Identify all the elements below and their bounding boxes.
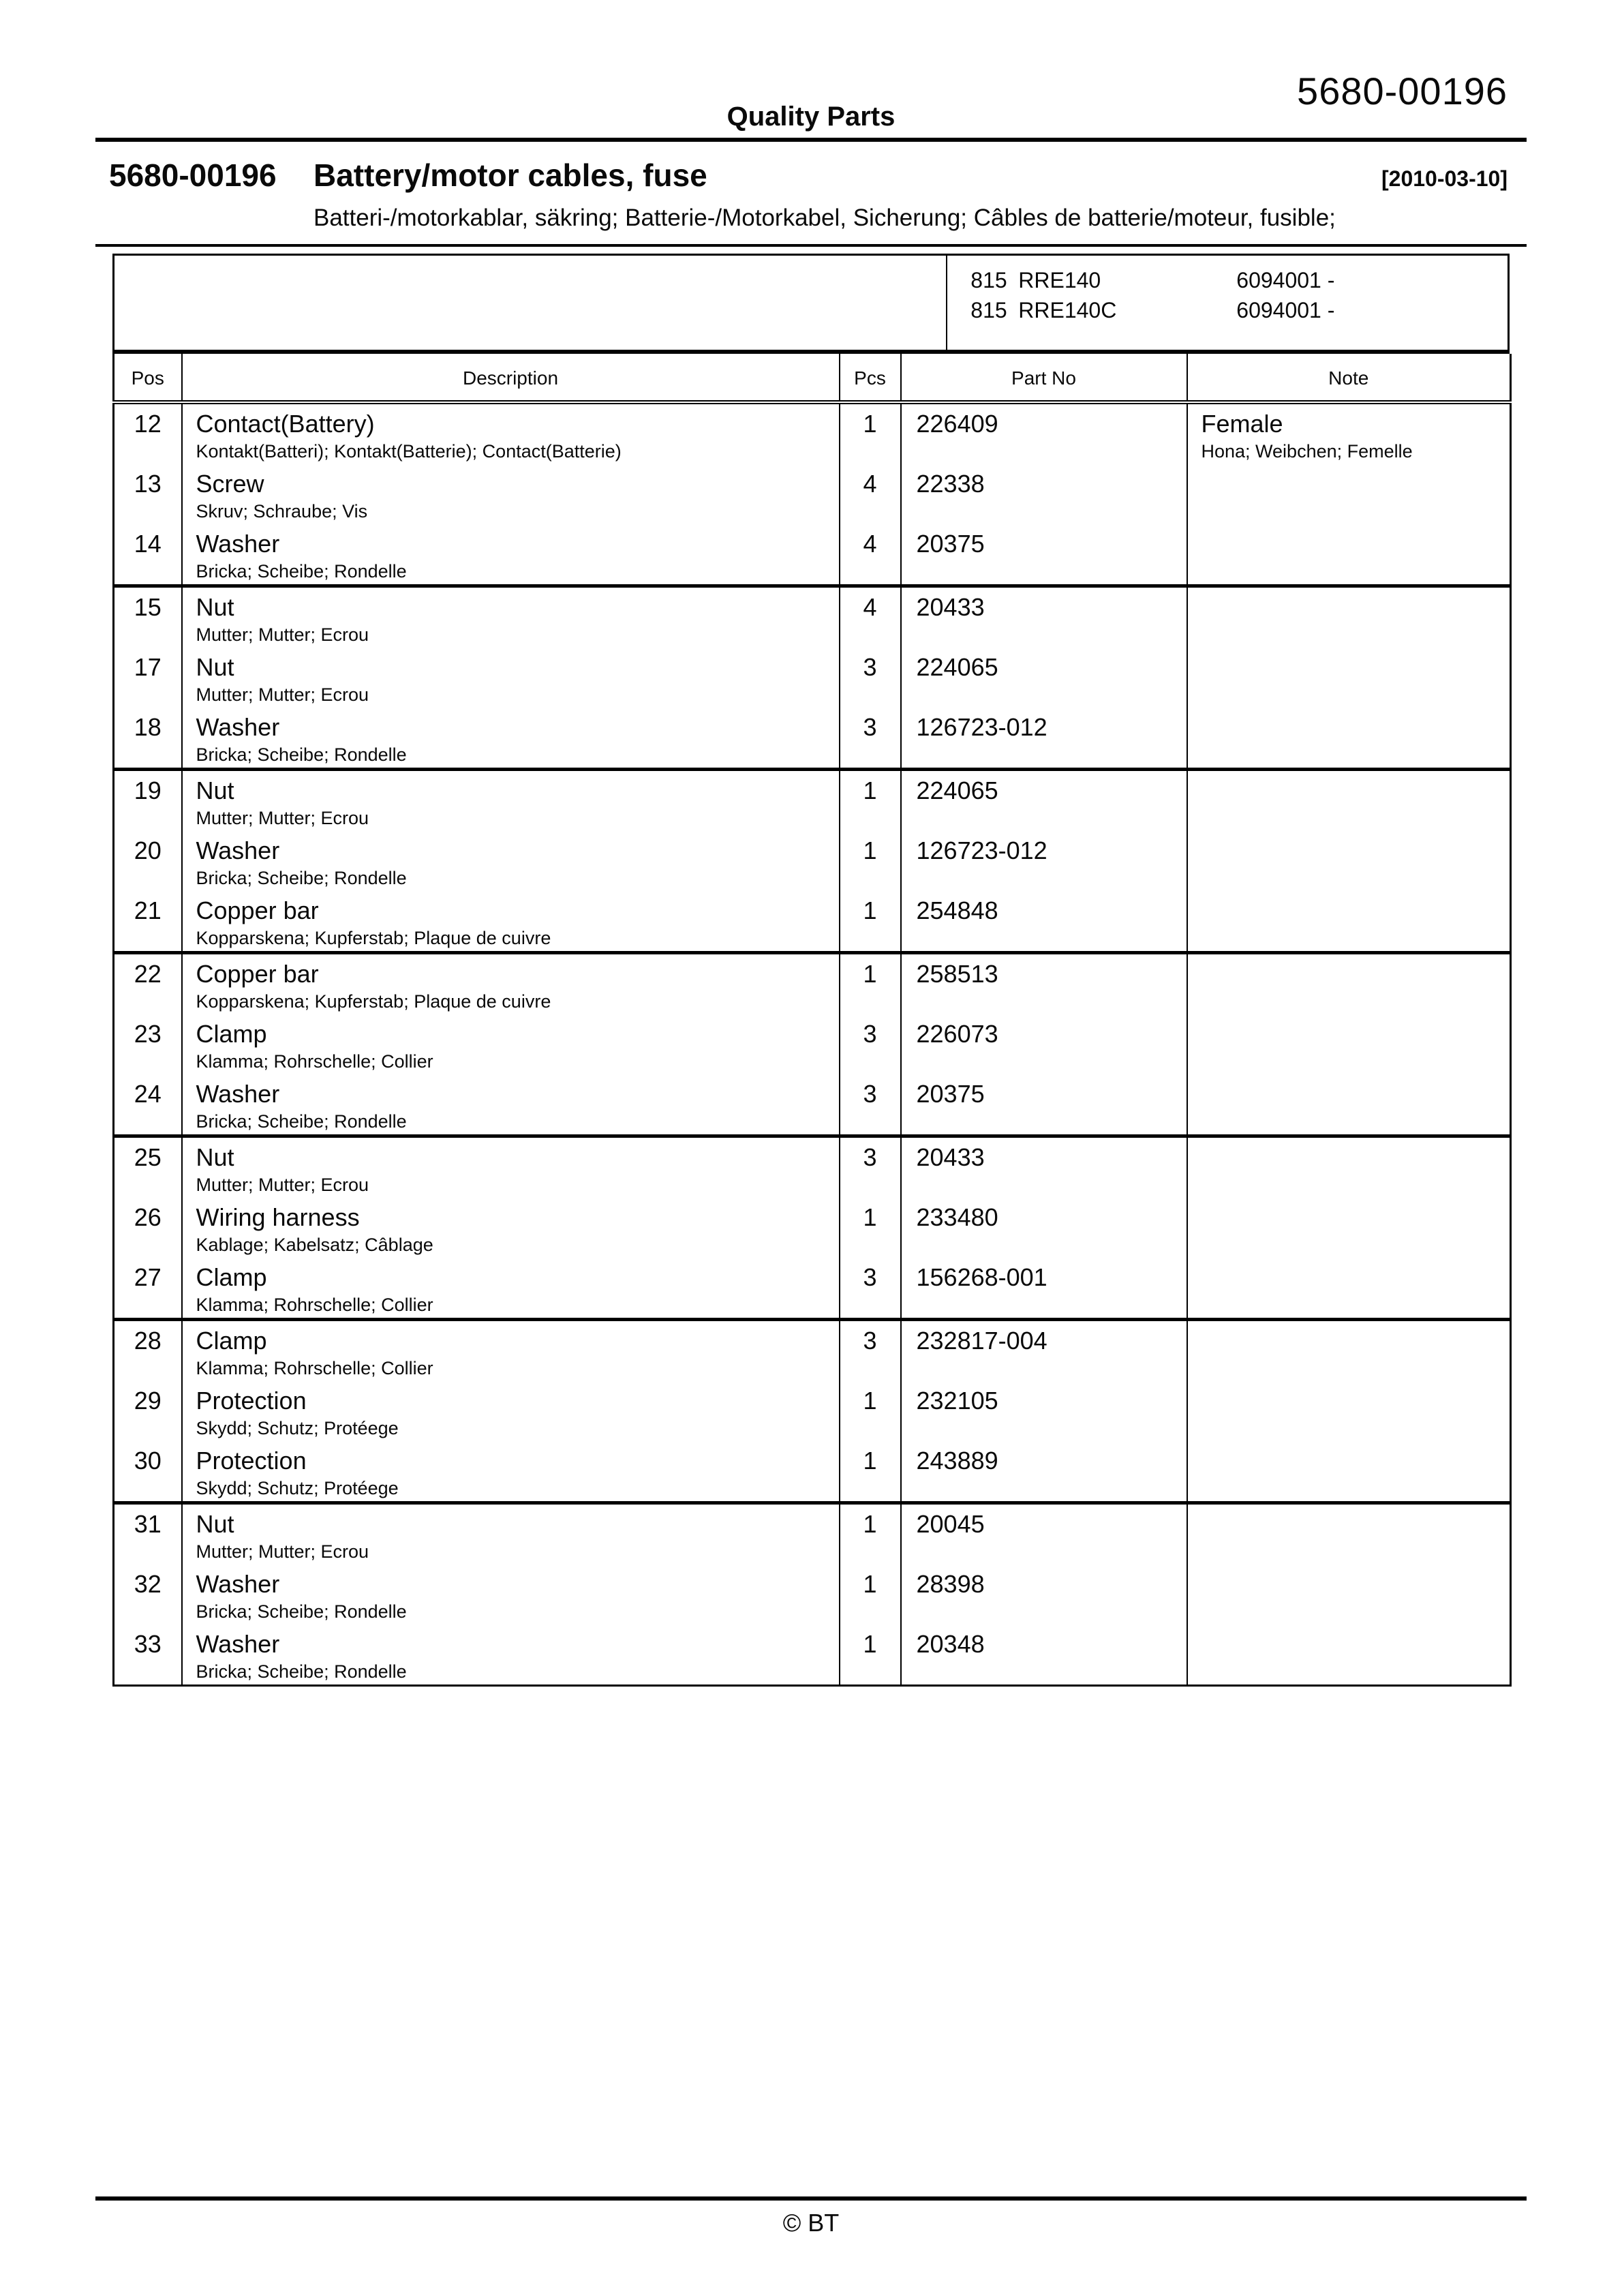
table-row	[114, 1565, 1511, 1625]
row-description-translations: Skydd; Schutz; Protéege	[196, 1478, 399, 1498]
row-description-translations: Klamma; Rohrschelle; Collier	[196, 1295, 433, 1315]
col-header-description: Description	[182, 354, 840, 402]
row-note-cell	[1187, 831, 1511, 891]
model-name: RRE140C	[1018, 298, 1117, 322]
table-row	[114, 1258, 1511, 1320]
row-pos: 23	[114, 1014, 182, 1074]
row-pos: 33	[114, 1625, 182, 1686]
row-description-cell	[182, 586, 840, 648]
model-row	[970, 295, 1508, 325]
row-pcs: 1	[840, 402, 901, 464]
row-part-no: 126723-012	[901, 708, 1187, 770]
row-description: Washer	[196, 1570, 280, 1598]
row-description-translations: Mutter; Mutter; Ecrou	[196, 684, 369, 705]
brand-quality-parts: Quality Parts	[726, 102, 896, 132]
row-part-no: 20433	[901, 586, 1187, 648]
model-serial-box	[112, 254, 1510, 354]
row-part-no: 20375	[901, 1074, 1187, 1136]
row-note-cell	[1187, 770, 1511, 832]
row-pos: 21	[114, 891, 182, 953]
row-pos: 20	[114, 831, 182, 891]
row-description-cell	[182, 464, 840, 524]
row-note-cell	[1187, 708, 1511, 770]
table-row	[114, 1625, 1511, 1686]
row-description-translations: Klamma; Rohrschelle; Collier	[196, 1051, 433, 1072]
header-rule	[95, 138, 1527, 142]
row-note-cell	[1187, 586, 1511, 648]
row-description: Washer	[196, 530, 280, 558]
row-pcs: 4	[840, 586, 901, 648]
row-description-translations: Skruv; Schraube; Vis	[196, 501, 368, 522]
row-description-translations: Bricka; Scheibe; Rondelle	[196, 868, 407, 888]
page-footer	[95, 2196, 1527, 2237]
row-pcs: 1	[840, 1381, 901, 1441]
row-note-cell	[1187, 1441, 1511, 1503]
parts-table	[112, 354, 1512, 1687]
row-description-cell	[182, 1014, 840, 1074]
row-description: Clamp	[196, 1263, 267, 1291]
row-description-translations: Kopparskena; Kupferstab; Plaque de cuivre	[196, 928, 551, 948]
row-pcs: 3	[840, 1014, 901, 1074]
row-note-cell	[1187, 1258, 1511, 1320]
row-pcs: 3	[840, 708, 901, 770]
row-description-cell	[182, 708, 840, 770]
row-pcs: 1	[840, 1625, 901, 1686]
table-row	[114, 1074, 1511, 1136]
row-note-cell	[1187, 1565, 1511, 1625]
row-description: Washer	[196, 836, 280, 864]
row-note-cell	[1187, 1198, 1511, 1258]
row-pos: 15	[114, 586, 182, 648]
row-note-cell	[1187, 1014, 1511, 1074]
parts-group	[114, 1320, 1511, 1503]
row-note-cell	[1187, 1320, 1511, 1382]
row-description: Washer	[196, 713, 280, 741]
row-note-cell	[1187, 1503, 1511, 1565]
row-part-no: 233480	[901, 1198, 1187, 1258]
row-description: Nut	[196, 1143, 234, 1171]
parts-group	[114, 586, 1511, 770]
row-description-cell	[182, 1074, 840, 1136]
row-description: Contact(Battery)	[196, 410, 375, 438]
row-pcs: 3	[840, 1136, 901, 1198]
row-pcs: 3	[840, 1074, 901, 1136]
row-description-cell	[182, 1441, 840, 1503]
row-pcs: 3	[840, 1320, 901, 1382]
table-row	[114, 1320, 1511, 1382]
row-description-cell	[182, 831, 840, 891]
row-pos: 22	[114, 953, 182, 1015]
row-description: Clamp	[196, 1327, 267, 1355]
row-note-cell	[1187, 953, 1511, 1015]
row-description: Nut	[196, 593, 234, 621]
table-row	[114, 402, 1511, 464]
page-header	[95, 71, 1527, 132]
row-part-no: 20375	[901, 524, 1187, 586]
row-note-cell	[1187, 1074, 1511, 1136]
row-pos: 14	[114, 524, 182, 586]
page-subtitle-translations: Batteri-/motorkablar, säkring; Batterie-/Motorkabel, Sicherung; Câbles de batterie/moteur, fusible;	[313, 205, 1336, 231]
row-pos: 32	[114, 1565, 182, 1625]
row-note: Female	[1201, 410, 1283, 438]
copyright-bt: © BT	[782, 2209, 840, 2237]
revision-date: [2010-03-10]	[1381, 166, 1508, 191]
row-description-translations: Bricka; Scheibe; Rondelle	[196, 1601, 407, 1622]
row-description: Copper bar	[196, 960, 319, 988]
table-row	[114, 891, 1511, 953]
model-row	[970, 265, 1508, 295]
parts-table-header	[114, 354, 1511, 402]
table-row	[114, 464, 1511, 524]
row-description-translations: Kablage; Kabelsatz; Câblage	[196, 1235, 433, 1255]
row-pos: 27	[114, 1258, 182, 1320]
row-pos: 17	[114, 648, 182, 708]
row-description: Washer	[196, 1630, 280, 1658]
row-description-cell	[182, 1258, 840, 1320]
row-part-no: 226073	[901, 1014, 1187, 1074]
row-pcs: 1	[840, 1441, 901, 1503]
row-description-translations: Bricka; Scheibe; Rondelle	[196, 1661, 407, 1682]
col-header-pos: Pos	[114, 354, 182, 402]
table-row	[114, 770, 1511, 832]
row-description: Nut	[196, 653, 234, 681]
row-pos: 19	[114, 770, 182, 832]
row-description-cell	[182, 1320, 840, 1382]
parts-group	[114, 770, 1511, 953]
row-pos: 31	[114, 1503, 182, 1565]
row-part-no: 226409	[901, 402, 1187, 464]
row-description-translations: Bricka; Scheibe; Rondelle	[196, 561, 407, 581]
row-part-no: 258513	[901, 953, 1187, 1015]
row-description-translations: Mutter; Mutter; Ecrou	[196, 1541, 369, 1562]
parts-group	[114, 953, 1511, 1136]
model-name: RRE140	[1018, 268, 1101, 292]
row-description-cell	[182, 524, 840, 586]
row-pos: 25	[114, 1136, 182, 1198]
row-note-cell	[1187, 524, 1511, 586]
row-description-translations: Mutter; Mutter; Ecrou	[196, 1175, 369, 1195]
row-pcs: 1	[840, 831, 901, 891]
row-note-cell	[1187, 891, 1511, 953]
row-description: Copper bar	[196, 896, 319, 924]
row-description-cell	[182, 770, 840, 832]
row-description: Protection	[196, 1387, 307, 1415]
row-pos: 13	[114, 464, 182, 524]
doc-number-top-right: 5680-00196	[1297, 70, 1508, 112]
parts-group	[114, 1136, 1511, 1320]
table-row	[114, 953, 1511, 1015]
row-description-cell	[182, 1565, 840, 1625]
table-row	[114, 1441, 1511, 1503]
row-description-cell	[182, 1503, 840, 1565]
row-note-cell	[1187, 1625, 1511, 1686]
row-pcs: 1	[840, 953, 901, 1015]
table-row	[114, 1198, 1511, 1258]
row-note-cell	[1187, 464, 1511, 524]
parts-group	[114, 1503, 1511, 1686]
row-part-no: 232105	[901, 1381, 1187, 1441]
row-part-no: 22338	[901, 464, 1187, 524]
row-description-translations: Mutter; Mutter; Ecrou	[196, 808, 369, 828]
row-description-translations: Kontakt(Batteri); Kontakt(Batterie); Contact(Batterie)	[196, 441, 622, 462]
model-serial-range: 6094001 -	[1236, 268, 1335, 292]
row-pcs: 1	[840, 770, 901, 832]
row-pos: 12	[114, 402, 182, 464]
parts-group	[114, 402, 1511, 586]
page-title: Battery/motor cables, fuse	[313, 157, 707, 193]
model-list	[947, 256, 1508, 350]
row-pcs: 4	[840, 464, 901, 524]
row-description-cell	[182, 1198, 840, 1258]
col-header-pcs: Pcs	[840, 354, 901, 402]
table-row	[114, 524, 1511, 586]
row-description-translations: Kopparskena; Kupferstab; Plaque de cuivre	[196, 991, 551, 1012]
table-row	[114, 648, 1511, 708]
row-note-cell	[1187, 648, 1511, 708]
row-part-no: 20045	[901, 1503, 1187, 1565]
row-description-cell	[182, 402, 840, 464]
row-note-cell	[1187, 402, 1511, 464]
row-pos: 18	[114, 708, 182, 770]
model-serial-range: 6094001 -	[1236, 298, 1335, 322]
title-line	[95, 157, 1527, 194]
row-description-cell	[182, 891, 840, 953]
model-code: 815	[970, 298, 1007, 322]
row-description: Washer	[196, 1080, 280, 1108]
row-part-no: 28398	[901, 1565, 1187, 1625]
row-pos: 29	[114, 1381, 182, 1441]
row-note-cell	[1187, 1381, 1511, 1441]
row-description-translations: Klamma; Rohrschelle; Collier	[196, 1358, 433, 1378]
row-pcs: 4	[840, 524, 901, 586]
row-description: Screw	[196, 470, 264, 498]
table-row	[114, 1381, 1511, 1441]
model-box-empty-cell	[114, 256, 947, 350]
row-part-no: 20348	[901, 1625, 1187, 1686]
row-description-cell	[182, 1625, 840, 1686]
row-pcs: 1	[840, 891, 901, 953]
table-row	[114, 1014, 1511, 1074]
row-description-translations: Mutter; Mutter; Ecrou	[196, 624, 369, 645]
table-row	[114, 1136, 1511, 1198]
subtitle-rule	[95, 244, 1527, 247]
model-code: 815	[970, 268, 1007, 292]
row-pcs: 1	[840, 1565, 901, 1625]
row-description-translations: Bricka; Scheibe; Rondelle	[196, 744, 407, 765]
col-header-part-no: Part No	[901, 354, 1187, 402]
row-part-no: 224065	[901, 648, 1187, 708]
row-description-cell	[182, 648, 840, 708]
row-description-translations: Bricka; Scheibe; Rondelle	[196, 1111, 407, 1132]
row-pos: 26	[114, 1198, 182, 1258]
row-description: Nut	[196, 776, 234, 804]
row-part-no: 126723-012	[901, 831, 1187, 891]
row-description: Nut	[196, 1510, 234, 1538]
row-description: Wiring harness	[196, 1203, 360, 1231]
row-pos: 30	[114, 1441, 182, 1503]
table-row	[114, 831, 1511, 891]
row-description-translations: Skydd; Schutz; Protéege	[196, 1418, 399, 1438]
title-doc-number: 5680-00196	[109, 157, 277, 193]
row-note-translations: Hona; Weibchen; Femelle	[1201, 441, 1413, 462]
row-description-cell	[182, 1136, 840, 1198]
row-part-no: 254848	[901, 891, 1187, 953]
row-pos: 28	[114, 1320, 182, 1382]
row-pcs: 1	[840, 1198, 901, 1258]
row-description: Clamp	[196, 1020, 267, 1048]
row-note-cell	[1187, 1136, 1511, 1198]
row-pos: 24	[114, 1074, 182, 1136]
table-row	[114, 708, 1511, 770]
row-part-no: 232817-004	[901, 1320, 1187, 1382]
row-part-no: 156268-001	[901, 1258, 1187, 1320]
row-part-no: 224065	[901, 770, 1187, 832]
row-description-cell	[182, 953, 840, 1015]
row-pcs: 3	[840, 648, 901, 708]
row-pcs: 1	[840, 1503, 901, 1565]
row-pcs: 3	[840, 1258, 901, 1320]
row-part-no: 243889	[901, 1441, 1187, 1503]
row-description: Protection	[196, 1447, 307, 1475]
col-header-note: Note	[1187, 354, 1511, 402]
title-block	[95, 157, 1527, 232]
table-row	[114, 586, 1511, 648]
row-part-no: 20433	[901, 1136, 1187, 1198]
table-row	[114, 1503, 1511, 1565]
footer-rule	[95, 2196, 1527, 2201]
row-description-cell	[182, 1381, 840, 1441]
